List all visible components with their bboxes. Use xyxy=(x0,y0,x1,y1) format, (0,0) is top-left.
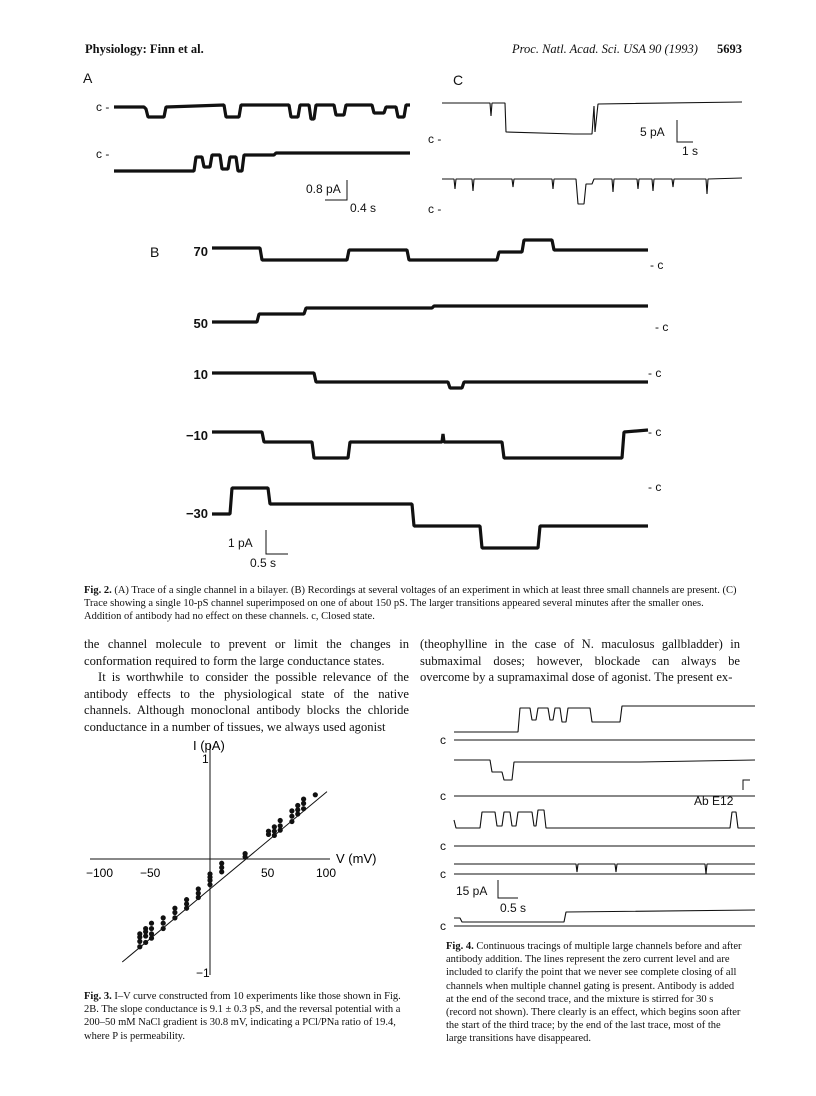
fig3-data-point xyxy=(295,803,300,808)
fig2b-trace-70 xyxy=(212,240,648,260)
fig2c-scale-current: 5 pA xyxy=(640,125,665,139)
fig3-data-point xyxy=(207,871,212,876)
fig4-scale-current: 15 pA xyxy=(456,884,488,898)
fig4-closed-label-1: c xyxy=(440,733,446,747)
journal-citation: Proc. Natl. Acad. Sci. USA 90 (1993) xyxy=(512,42,698,56)
fig2c-closed-label-1: c - xyxy=(428,132,442,146)
fig3-data-point xyxy=(172,906,177,911)
fig4-caption-label: Fig. 4. xyxy=(446,941,474,952)
fig3-data-point xyxy=(137,931,142,936)
fig2b-closed-10: - c xyxy=(648,366,662,380)
fig2a-closed-label-2: c - xyxy=(96,147,110,161)
fig3-data-point xyxy=(184,897,189,902)
fig3-data-point xyxy=(137,944,142,949)
fig3-xtick-100: 100 xyxy=(316,866,337,880)
fig3-xtick-minus100: −100 xyxy=(86,866,114,880)
fig3-data-point xyxy=(149,921,154,926)
fig2-panel-c-letter: C xyxy=(453,72,464,88)
fig3-ytick-1: 1 xyxy=(202,752,209,766)
fig2b-voltage-minus30: −30 xyxy=(185,506,208,521)
fig2a-trace-2 xyxy=(114,153,410,171)
fig2-caption-label: Fig. 2. xyxy=(84,585,112,596)
fig3-xtick-minus50: −50 xyxy=(140,866,161,880)
fig4-antibody-label: Ab E12 xyxy=(694,794,734,808)
fig2b-trace-50 xyxy=(212,306,648,322)
fig3-caption-label: Fig. 3. xyxy=(84,991,112,1002)
fig2-panel-b-letter: B xyxy=(150,244,160,260)
fig3-data-point xyxy=(278,818,283,823)
fig3-data-point xyxy=(289,814,294,819)
fig2a-scale-time: 0.4 s xyxy=(350,201,377,215)
fig4-closed-label-4: c xyxy=(440,867,446,881)
fig2-caption-text: (A) Trace of a single channel in a bilayer. (B) Recordings at several voltages of an experiment in which at least three small channels are present. (C) Trace showing a single 10-pS channel superimposed on one of about 150 pS. The larger transitions appeared several minutes after the smaller ones. Addition of antibody had no effect on these channels. c, Closed state. xyxy=(84,585,737,623)
fig3-caption xyxy=(84,990,409,1043)
fig2b-trace-minus10 xyxy=(212,430,648,458)
fig3-xtick-50: 50 xyxy=(261,866,275,880)
fig4-trace-1 xyxy=(454,706,755,732)
fig4-caption-text: Continuous tracings of multiple large channels before and after antibody addition. The lines represent the zero current level and are included to clarify the point that we never see complete closing of all channels when multiple channel gating is present. Antibody is added at the end of the second trace, and the mixture is stirred for 30 s (record not shown). There clearly is an effect, which begins soon after the start of the third trace; by the end of the last trace, most of the large transitions have disappeared. xyxy=(446,941,742,1045)
fig2b-closed-50: - c xyxy=(655,320,669,334)
fig3-data-point xyxy=(243,851,248,856)
fig4-caption xyxy=(446,940,742,1046)
fig3-data-point xyxy=(278,823,283,828)
fig2b-traces xyxy=(212,230,652,560)
fig2b-closed-minus10: - c xyxy=(648,425,662,439)
fig3-iv-chart xyxy=(80,735,410,985)
fig3-data-point xyxy=(266,829,271,834)
fig2c-scale-time: 1 s xyxy=(682,144,699,158)
fig2a-scale-current: 0.8 pA xyxy=(306,182,341,196)
running-head-left: Physiology: Finn et al. xyxy=(85,42,204,56)
fig3-data-point xyxy=(161,921,166,926)
fig3-data-point xyxy=(161,915,166,920)
fig3-data-point xyxy=(161,926,166,931)
fig3-data-point xyxy=(219,861,224,866)
fig4-closed-label-3: c xyxy=(440,839,446,853)
fig3-data-point xyxy=(289,819,294,824)
fig2b-trace-10 xyxy=(212,373,648,388)
fig3-ytick-minus1: −1 xyxy=(196,966,210,980)
fig3-caption-text: I–V curve constructed from 10 experiments like those shown in Fig. 2B. The slope conductance is 9.1 ± 0.3 pS, and the reversal potential with a 200–50 mM NaCl gradient is 30.8 mV, indicating a PCl/PNa ratio of 19.4, where P is permeability. xyxy=(84,991,401,1042)
body-left-paragraph-1: the channel molecule to prevent or limit the changes in conformation required to form the large conductance states. xyxy=(84,637,409,668)
fig2-caption xyxy=(84,584,739,624)
fig4-scale-time: 0.5 s xyxy=(500,901,527,915)
body-right-column xyxy=(420,636,740,686)
page-number: 5693 xyxy=(717,42,742,56)
fig2c-closed-label-2: c - xyxy=(428,202,442,216)
fig2c-trace-2 xyxy=(442,178,742,204)
fig3-data-point xyxy=(149,926,154,931)
fig3-data-point xyxy=(143,940,148,945)
fig2b-closed-70: - c xyxy=(650,258,664,272)
fig3-x-label: V (mV) xyxy=(336,851,377,866)
fig4-trace-4 xyxy=(454,864,755,874)
fig3-data-point xyxy=(272,824,277,829)
fig4-closed-label-2: c xyxy=(440,789,446,803)
fig2b-voltage-50: 50 xyxy=(193,316,208,331)
fig2a-closed-label-1: c - xyxy=(96,100,110,114)
fig2c-trace-1 xyxy=(442,102,742,134)
fig3-data-point xyxy=(143,926,148,931)
fig2b-voltage-10: 10 xyxy=(193,367,208,382)
fig2a-traces xyxy=(114,95,414,185)
fig4-trace-3 xyxy=(454,810,755,828)
body-left-column xyxy=(84,636,409,736)
fig3-y-label: I (pA) xyxy=(193,738,225,753)
fig2b-voltage-minus10: −10 xyxy=(185,428,208,443)
fig3-data-point xyxy=(149,931,154,936)
fig4-trace-2 xyxy=(454,760,755,780)
fig3-data-point xyxy=(301,796,306,801)
fig4-antibody-arrow xyxy=(743,780,750,790)
fig3-data-point xyxy=(313,792,318,797)
fig2b-closed-minus30: - c xyxy=(648,480,662,494)
running-head-right xyxy=(512,42,742,57)
fig3-data-point xyxy=(172,915,177,920)
fig3-data-point xyxy=(301,806,306,811)
fig2b-voltage-70: 70 xyxy=(193,244,208,259)
fig2b-scale-current: 1 pA xyxy=(228,536,253,550)
fig2b-scale-time: 0.5 s xyxy=(250,556,277,570)
body-left-paragraph-2: It is worthwhile to consider the possible relevance of the antibody effects to the physiological state of the native channels. Although monoclonal antibody blocks the chloride conductance in a number of tissues, we always used agonist xyxy=(84,670,409,734)
fig3-data-point xyxy=(196,886,201,891)
fig2a-trace-1 xyxy=(114,105,410,119)
body-right-paragraph-1: (theophylline in the case of N. maculosus gallbladder) in submaximal doses; however, blockade can always be overcome by a supramaximal dose of agonist. The present ex- xyxy=(420,637,740,685)
fig4-closed-label-5: c xyxy=(440,919,446,933)
fig2-panel-a-letter: A xyxy=(83,70,93,86)
fig3-data-point xyxy=(289,808,294,813)
